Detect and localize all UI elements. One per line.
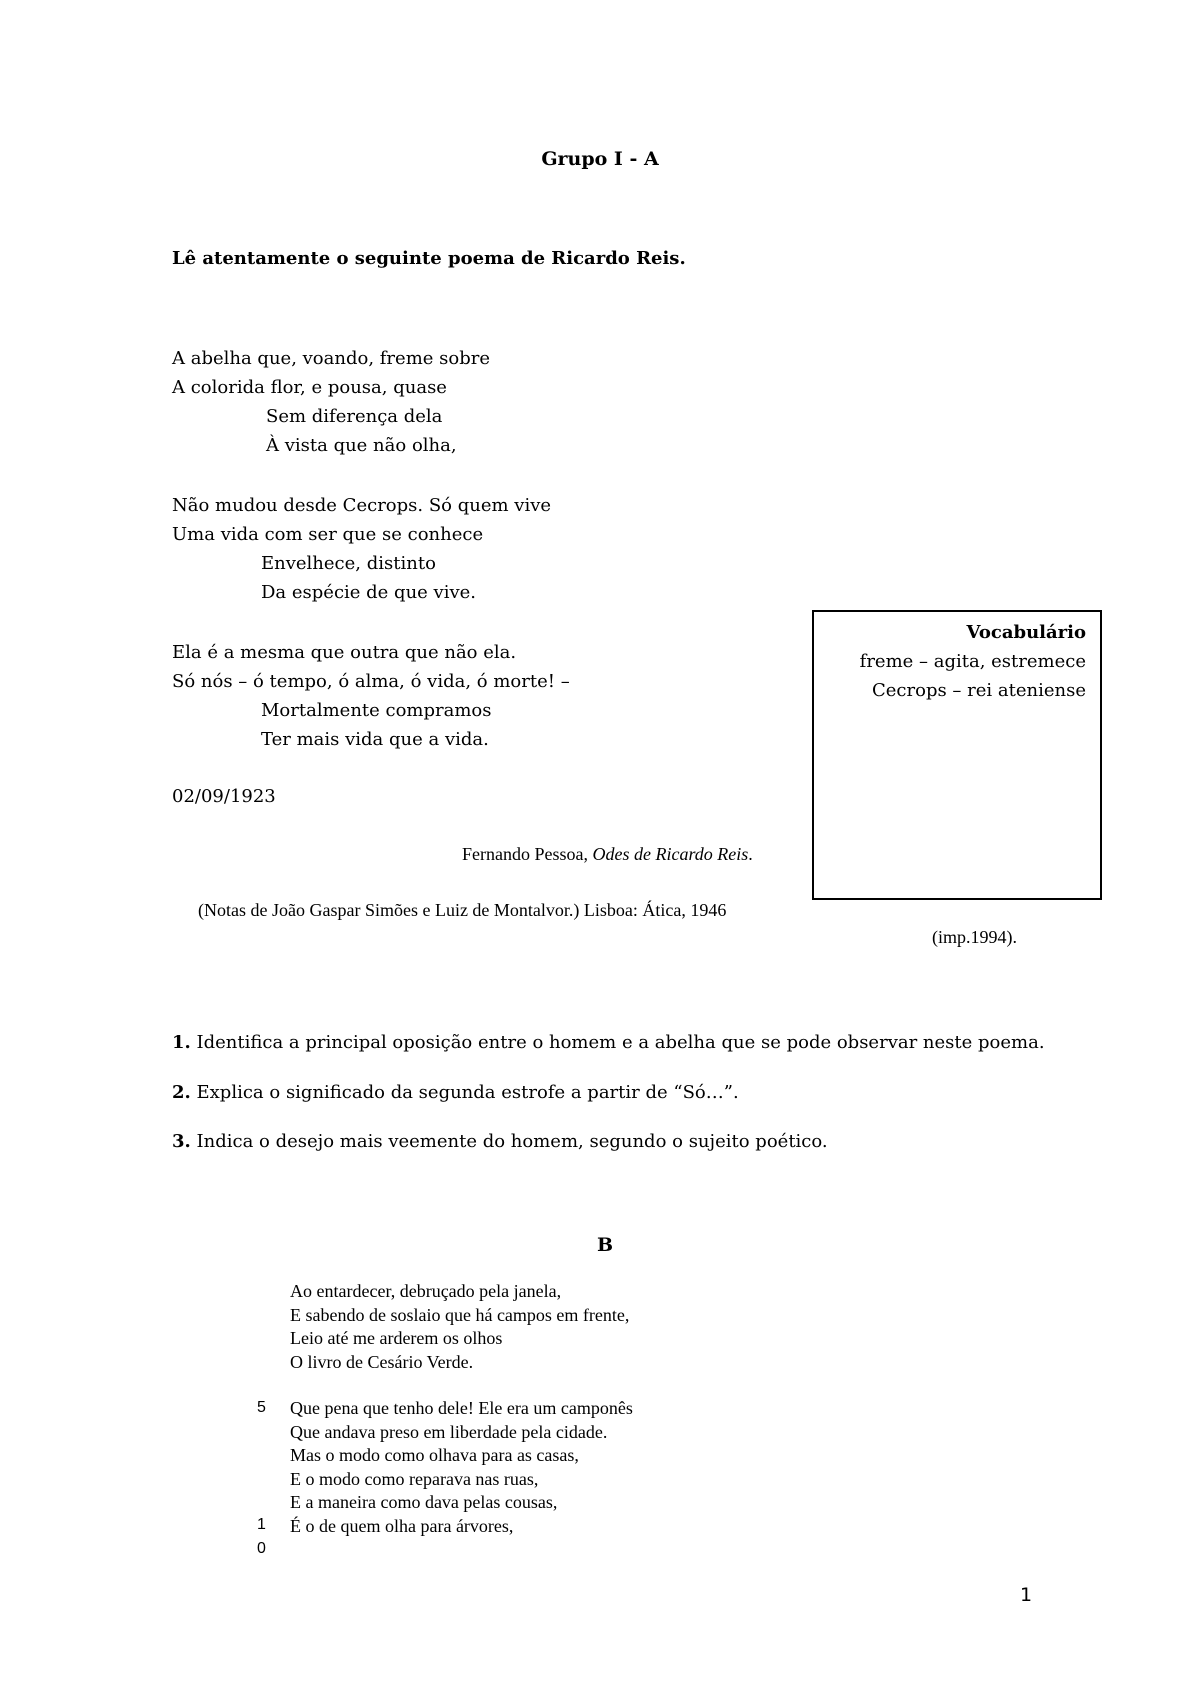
poem-line: E o modo como reparava nas ruas,: [290, 1468, 539, 1489]
vocabulary-entry: freme – agita, estremece: [859, 651, 1086, 672]
vocabulary-box: [812, 610, 1102, 900]
question-text: Identifica a principal oposição entre o homem e a abelha que se pode observar neste poema.: [190, 1032, 1045, 1053]
vocabulary-title: Vocabulário: [966, 622, 1086, 643]
question-number: 2.: [172, 1082, 191, 1103]
page-number: 1: [1020, 1584, 1033, 1606]
question-2: [172, 1082, 739, 1103]
line-number: 5: [257, 1399, 266, 1416]
poem-line: É o de quem olha para árvores,: [290, 1515, 514, 1536]
citation-period: .: [748, 844, 753, 864]
poem-line: Mas o modo como olhava para as casas,: [290, 1445, 579, 1465]
poem-line: Sem diferença dela: [266, 406, 443, 427]
intro-instruction: Lê atentamente o seguinte poema de Ricardo Reis.: [172, 248, 686, 269]
poem-stanza-3: [172, 638, 570, 754]
question-1: [172, 1032, 1045, 1053]
poem-line: E a maneira como dava pelas cousas,: [290, 1492, 558, 1512]
question-text: Explica o significado da segunda estrofe a partir de “Só…”.: [190, 1082, 739, 1103]
question-text: Indica o desejo mais veemente do homem, segundo o sujeito poético.: [190, 1131, 828, 1152]
vocabulary-entry: Cecrops – rei ateniense: [872, 680, 1086, 701]
poem-line: Da espécie de que vive.: [261, 582, 477, 603]
poem-stanza-2: [172, 491, 551, 607]
citation-source: [462, 844, 753, 865]
poem-line: Que pena que tenho dele! Ele era um camponês: [290, 1398, 633, 1418]
poem-line: Leio até me arderem os olhos: [290, 1328, 503, 1348]
poem-line: Ter mais vida que a vida.: [261, 729, 489, 750]
poem-line: Mortalmente compramos: [261, 700, 492, 721]
poem-line: E sabendo de soslaio que há campos em frente,: [290, 1304, 630, 1325]
poem-line: Uma vida com ser que se conhece: [172, 524, 484, 545]
poem-line: Não mudou desde Cecrops. Só quem vive: [172, 495, 552, 516]
poem-line: Ao entardecer, debruçado pela janela,: [290, 1281, 562, 1301]
page-title: Grupo I - A: [541, 148, 659, 170]
question-3: [172, 1131, 828, 1152]
line-number: 1: [257, 1516, 266, 1533]
question-number: 3.: [172, 1131, 191, 1152]
poem-line: O livro de Cesário Verde.: [290, 1351, 474, 1372]
poem-stanza-1: [172, 344, 490, 460]
poem-line: A abelha que, voando, freme sobre: [172, 348, 490, 369]
poem-line: À vista que não olha,: [266, 435, 457, 456]
section-b-stanza-2: [290, 1397, 633, 1538]
citation-imp: (imp.1994).: [932, 927, 1017, 947]
section-b-title: B: [596, 1234, 614, 1256]
citation-author: Fernando Pessoa,: [462, 844, 593, 864]
line-number: 0: [257, 1540, 266, 1557]
poem-line: A colorida flor, e pousa, quase: [172, 377, 447, 398]
poem-line: Que andava preso em liberdade pela cidade.: [290, 1421, 608, 1442]
poem-line: Só nós – ó tempo, ó alma, ó vida, ó morte! –: [172, 671, 570, 692]
citation-work: Odes de Ricardo Reis: [592, 844, 749, 864]
question-number: 1.: [172, 1032, 191, 1053]
section-b-stanza-1: [290, 1280, 629, 1374]
poem-line: Envelhece, distinto: [261, 553, 436, 574]
poem-date: 02/09/1923: [172, 786, 276, 807]
poem-line: Ela é a mesma que outra que não ela.: [172, 642, 517, 663]
citation-notes: (Notas de João Gaspar Simões e Luiz de Montalvor.) Lisboa: Ática, 1946: [198, 900, 727, 920]
